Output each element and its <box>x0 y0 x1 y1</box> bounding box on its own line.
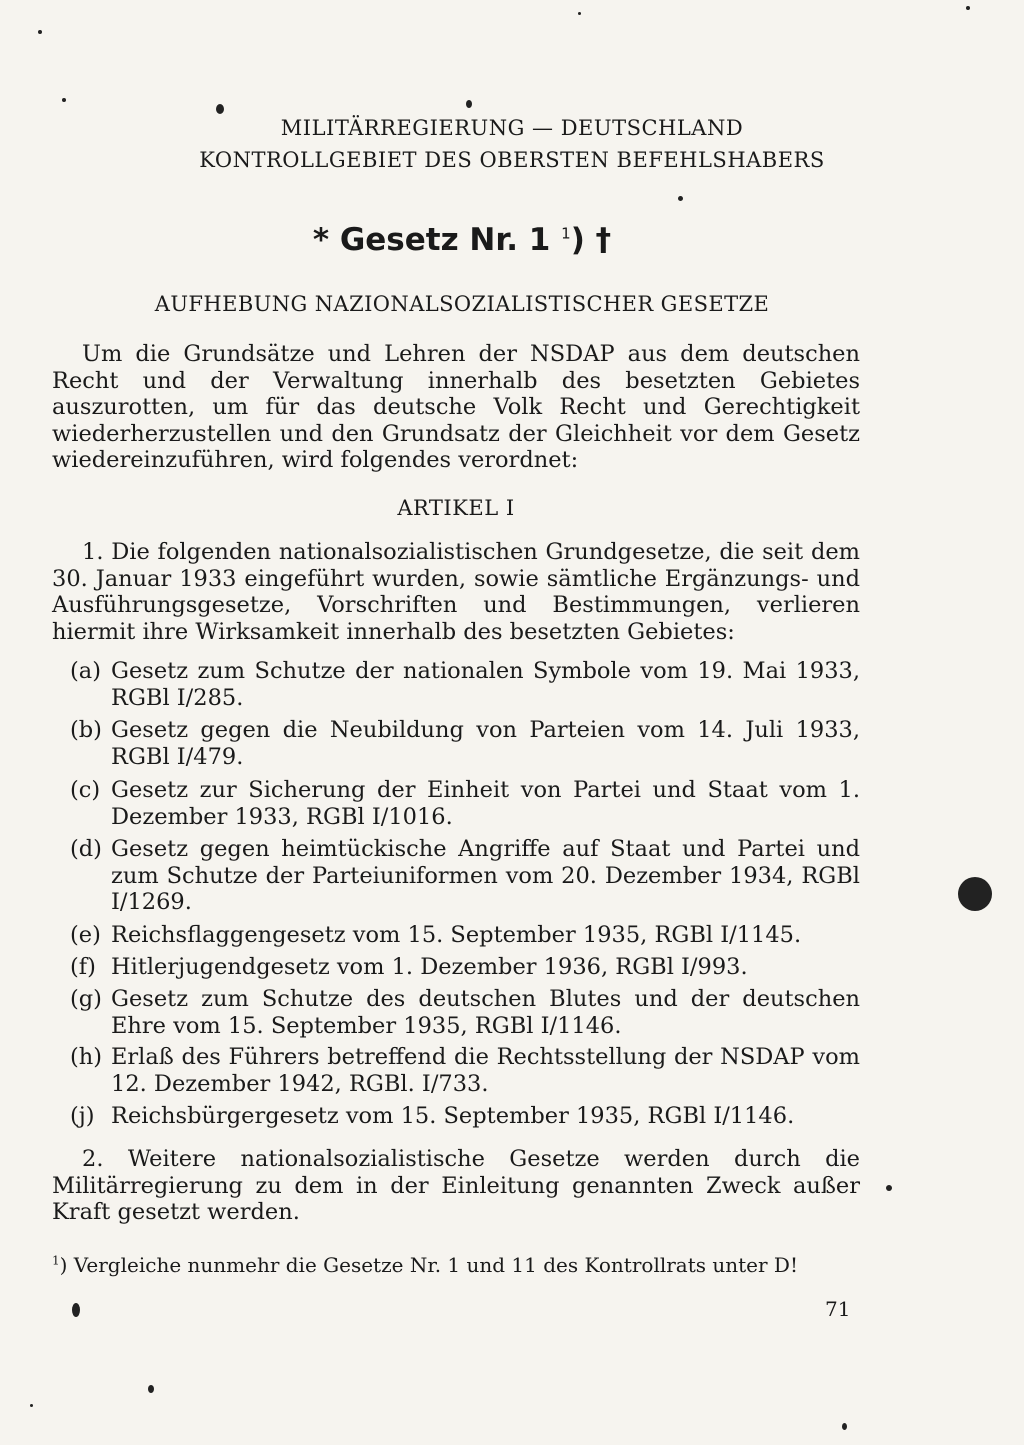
footnote <box>52 1253 798 1277</box>
article-paragraph-1: 1. Die folgenden nationalsozialistischen Grundgesetze, die seit dem 30. Januar 1933 eingeführt wurden, sowie sämtliche Ergänzungs- und Ausführungsgesetze, Vorschriften und Bestimmungen, verlieren hiermit ihre Wirksamkeit innerhalb des besetzten Gebietes: <box>52 539 860 645</box>
list-item <box>70 986 860 1039</box>
list-item <box>70 954 860 981</box>
list-item <box>70 717 860 770</box>
list-item-label: (j) <box>70 1103 95 1129</box>
list-item-text: Hitlerjugendgesetz vom 1. Dezember 1936, RGBl I/993. <box>111 954 748 980</box>
scan-speck <box>72 1303 80 1317</box>
header-line-2: KONTROLLGEBIET DES OBERSTEN BEFEHLSHABERS <box>199 148 825 172</box>
list-item-text: Reichsflaggengesetz vom 15. September 1935, RGBl I/1145. <box>111 922 802 948</box>
list-item-label: (c) <box>70 777 101 803</box>
list-item-label: (h) <box>70 1044 103 1070</box>
list-item-label: (g) <box>70 986 102 1012</box>
list-item-text: Gesetz zum Schutze des deutschen Blutes und der deutschen Ehre vom 15. September 1935, RGBl I/1146. <box>111 986 860 1039</box>
article-paragraph-2: 2. Weitere nationalsozialistische Gesetze werden durch die Militärregierung zu dem in der Einleitung genannten Zweck außer Kraft gesetzt werden. <box>52 1146 860 1225</box>
list-item-label: (d) <box>70 836 102 862</box>
list-item <box>70 1044 860 1097</box>
scan-speck <box>466 100 472 108</box>
law-title-text: * Gesetz Nr. 1 <box>312 222 551 258</box>
title-suffix: ) † <box>570 222 612 258</box>
list-item <box>70 658 860 711</box>
scan-speck <box>30 1404 33 1407</box>
list-item-label: (e) <box>70 922 101 948</box>
scan-speck <box>578 12 581 15</box>
scan-speck <box>216 104 224 114</box>
page-number: 71 <box>825 1297 851 1321</box>
law-subtitle: AUFHEBUNG NAZIONALSOZIALISTISCHER GESETZE <box>154 292 770 316</box>
list-item-label: (b) <box>70 717 102 743</box>
scan-speck <box>148 1385 154 1393</box>
scan-speck <box>678 196 683 201</box>
scan-speck <box>842 1423 847 1430</box>
scan-speck <box>886 1185 892 1191</box>
header-line-1: MILITÄRREGIERUNG — DEUTSCHLAND <box>280 116 744 140</box>
scan-speck <box>38 30 42 34</box>
title-footnote-ref: 1 <box>561 224 571 243</box>
list-item <box>70 922 860 949</box>
ink-blot <box>958 877 992 911</box>
list-item-text: Gesetz zum Schutze der nationalen Symbole vom 19. Mai 1933, RGBl I/285. <box>111 658 860 711</box>
list-item <box>70 1103 860 1130</box>
footnote-marker: 1 <box>52 1253 60 1268</box>
scan-speck <box>62 98 66 102</box>
list-item-text: Gesetz gegen die Neubildung von Parteien vom 14. Juli 1933, RGBl I/479. <box>111 717 860 770</box>
scan-speck <box>966 6 970 10</box>
list-item <box>70 836 860 916</box>
preamble-paragraph: Um die Grundsätze und Lehren der NSDAP aus dem deutschen Recht und der Verwaltung innerhalb des besetzten Gebietes auszurotten, um für das deutsche Volk Recht und Gerechtigkeit wiederherzustellen und den Grundsatz der Gleichheit vor dem Gesetz wiedereinzuführen, wird folgendes verordnet: <box>52 341 860 473</box>
article-heading: ARTIKEL I <box>397 496 515 520</box>
list-item-text: Gesetz zur Sicherung der Einheit von Partei und Staat vom 1. Dezember 1933, RGBl I/1016. <box>111 777 860 830</box>
law-title <box>0 222 924 258</box>
list-item-label: (a) <box>70 658 101 684</box>
list-item-text: Gesetz gegen heimtückische Angriffe auf Staat und Partei und zum Schutze der Parteiuniformen vom 20. Dezember 1934, RGBl I/1269. <box>111 836 860 915</box>
list-item-label: (f) <box>70 954 96 980</box>
list-item-text: Erlaß des Führers betreffend die Rechtsstellung der NSDAP vom 12. Dezember 1942, RGBl. I/733. <box>111 1044 860 1097</box>
list-item-text: Reichsbürgergesetz vom 15. September 1935, RGBl I/1146. <box>111 1103 795 1129</box>
list-item <box>70 777 860 830</box>
footnote-text: ) Vergleiche nunmehr die Gesetze Nr. 1 und 11 des Kontrollrats unter D! <box>59 1253 798 1277</box>
